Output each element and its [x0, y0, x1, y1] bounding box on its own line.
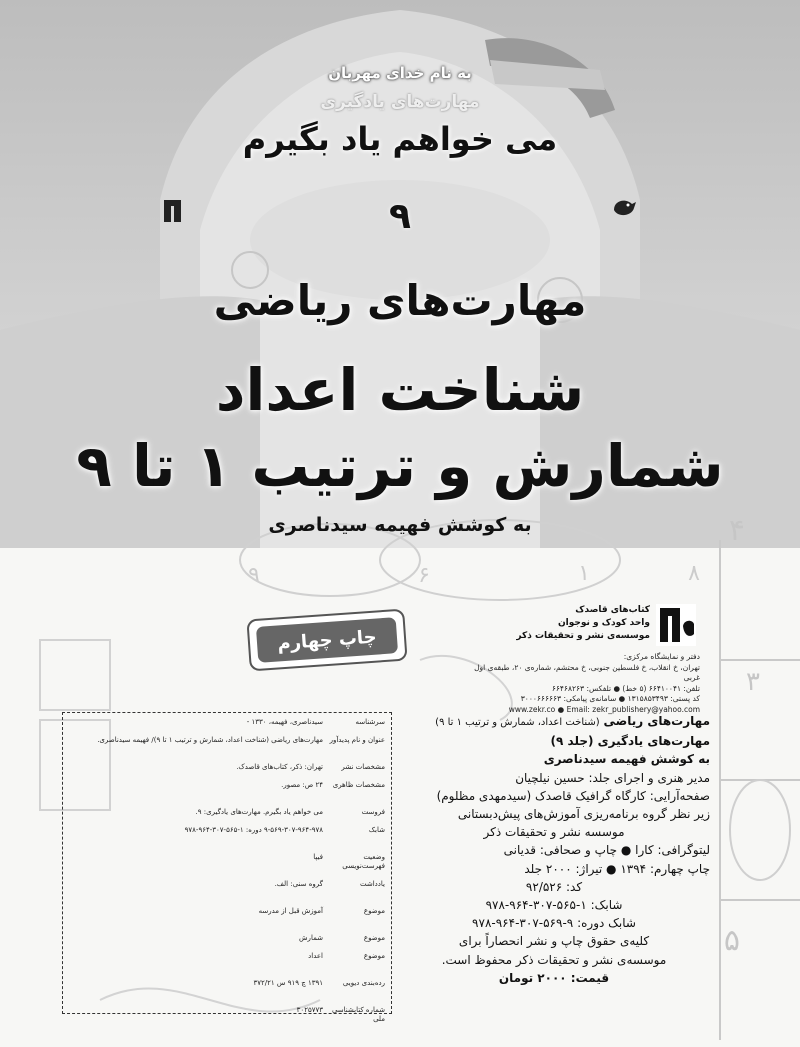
catalog-value: تهران: ذکر، کتاب‌های قاصدک. [236, 763, 323, 771]
series-name: مهارت‌های یادگیری [320, 92, 480, 112]
publisher-mark-icon [656, 604, 696, 646]
contact-line: کد پستی: ۱۳۱۵۸۵۳۴۹۳ ● سامانه‌ی پیامکی: ۳۰۰۰۶۶۶۶۶۳ [520, 694, 700, 703]
cataloging-in-publication-box [62, 712, 392, 1023]
svg-text:۵: ۵ [723, 923, 740, 958]
credits-title-detail: (شناخت اعداد، شمارش و ترتیب ۱ تا ۹) [435, 717, 600, 728]
credits-print-run: چاپ چهارم: ۱۳۹۴ ● تیراژ: ۲۰۰۰ جلد [524, 861, 710, 876]
credits-supervision: زیر نظر گروه برنامه‌ریزی آموزش‌های پیش‌دبستانی [457, 807, 710, 822]
credits-title: مهارت‌های ریاضی [603, 714, 710, 728]
credits-code: کد: ۹۲/۵۲۶ [525, 879, 583, 894]
credits-rights-line: کلیه‌ی حقوق چاپ و نشر انحصاراً برای [458, 934, 650, 949]
catalog-value: ۱۳۹۱ چ ۹۱۹ س ۳۷۲/۲۱ [253, 979, 323, 987]
svg-text:۳: ۳ [746, 667, 760, 697]
catalog-label: مشخصات نشر [341, 763, 385, 771]
svg-text:۹: ۹ [248, 563, 260, 588]
credits-rights-line: موسسه‌ی نشر و تحقیقات ذکر محفوظ است. [441, 952, 667, 967]
catalog-row [69, 763, 385, 781]
credits-layout: صفحه‌آرایی: کارگاه گرافیک قاصدک (سیدمهدی مظلوم) [436, 788, 710, 803]
catalog-label: شابک [368, 826, 385, 834]
catalog-row [69, 952, 385, 979]
edition-badge [246, 609, 407, 672]
publisher-contact-block [470, 652, 700, 715]
catalog-row [69, 808, 385, 826]
catalog-value: آموزش قبل از مدرسه [258, 907, 323, 915]
catalog-value: اعداد [308, 952, 323, 960]
catalog-row [69, 934, 385, 952]
catalog-label: فروست [361, 808, 385, 816]
catalog-value: مهارت‌های ریاضی (شناخت اعداد، شمارش و ترتیب ۱ تا ۹)/ فهیمه سیدناصری. [97, 736, 323, 744]
catalog-row [69, 907, 385, 934]
contact-line: تهران، خ انقلاب، خ فلسطین جنوبی، خ محتشم، شماره‌ی ۲۰، طبقه‌ی اول غربی [474, 662, 700, 682]
catalog-row [69, 979, 385, 1006]
publisher-name-line: موسسه‌ی نشر و تحقیقات ذکر [516, 631, 650, 641]
svg-text:۱: ۱ [578, 561, 590, 586]
publisher-name-block [500, 604, 650, 643]
svg-text:۸: ۸ [688, 561, 700, 586]
book-heading-numbers: شناخت اعداد [215, 356, 585, 424]
catalog-label: یادداشت [360, 880, 385, 888]
svg-text:۴: ۴ [728, 513, 745, 548]
credits-price: قیمت: ۲۰۰۰ تومان [498, 970, 610, 985]
catalog-label: موضوع [363, 907, 385, 915]
publisher-logo-icon [160, 196, 190, 226]
catalog-row [69, 826, 385, 853]
catalog-row [69, 1006, 385, 1024]
catalog-label: موضوع [363, 934, 385, 942]
volume-number: ۹ [389, 196, 411, 237]
credits-author: به کوشش فهیمه سیدناصری [543, 752, 710, 767]
catalog-label: سرشناسه [355, 718, 385, 726]
series-slogan: می خواهم یاد بگیرم [242, 120, 558, 158]
credits-series: مهارت‌های یادگیری (جلد ۹) [550, 734, 710, 749]
credits-art-director: مدیر هنری و اجرای جلد: حسین نیلچیان [515, 770, 710, 785]
catalog-value: شمارش [299, 934, 323, 942]
contact-line: www.zekr.co ● Email: zekr_publishery@yahoo.com [508, 704, 700, 714]
publisher-name-line: کتاب‌های قاصدک [575, 605, 650, 615]
credits-supervision-org: موسسه نشر و تحقیقات ذکر [483, 825, 625, 840]
catalog-label: وضعیت فهرست‌نویسی [342, 853, 385, 870]
credits-block [398, 712, 710, 987]
catalog-row [69, 718, 385, 736]
catalog-value: گروه سنی: الف. [274, 880, 323, 888]
catalog-label: رده‌بندی دیویی [342, 979, 385, 987]
svg-text:۶: ۶ [418, 563, 430, 588]
credits-isbn-set: شابک دوره: ۹-۵۶۹-۳۰۷-۹۶۴-۹۷۸ [472, 916, 636, 931]
catalog-value: ۹-۵۶۹-۳۰۷-۹۶۴-۹۷۸ دوره: ۱-۵۶۵-۳۰۷-۹۶۴-۹۷۸ [184, 826, 323, 834]
catalog-row [69, 736, 385, 763]
catalog-row [69, 880, 385, 907]
catalog-value: ۳۰۲۵۷۷۳ [296, 1006, 323, 1014]
catalog-label: شماره کتابشناسی ملی [331, 1006, 385, 1023]
credits-title-row [398, 712, 710, 732]
contact-line: دفتر و نمایشگاه مرکزی: [623, 652, 700, 661]
bird-logo-icon [608, 192, 638, 222]
publisher-name-line: واحد کودک و نوجوان [558, 618, 650, 628]
catalog-label: موضوع [363, 952, 385, 960]
author-line: به کوشش فهیمه سیدناصری [268, 514, 532, 536]
book-heading-math-skills: مهارت‌های ریاضی [213, 276, 587, 325]
bismillah-line: به نام خدای مهربان [328, 64, 472, 82]
catalog-value: فیپا [313, 853, 323, 861]
catalog-value: ۲۴ ص: مصور. [281, 781, 323, 789]
credits-printing: لیتوگرافی: کارا ● چاپ و صحافی: قدیانی [503, 843, 710, 858]
edition-badge-label: چاپ چهارم [256, 617, 398, 663]
catalog-value: سیدناصری، فهیمه، ۱۳۳۰ - [246, 718, 323, 726]
credits-isbn: شابک: ۱-۵۶۵-۳۰۷-۹۶۴-۹۷۸ [485, 898, 623, 913]
catalog-row [69, 853, 385, 880]
catalog-label: مشخصات ظاهری [332, 781, 385, 789]
book-heading-counting: شمارش و ترتیب ۱ تا ۹ [76, 432, 724, 500]
catalog-label: عنوان و نام پدیدآور [329, 736, 385, 744]
contact-line: تلفن: ۶۶۴۱۰۰۴۱ (۵ خط) ● تلفکس: ۶۶۴۶۸۲۶۳ [551, 683, 700, 693]
catalog-value: می خواهم یاد بگیرم. مهارت‌های یادگیری: ۹. [195, 808, 323, 816]
catalog-row [69, 781, 385, 808]
